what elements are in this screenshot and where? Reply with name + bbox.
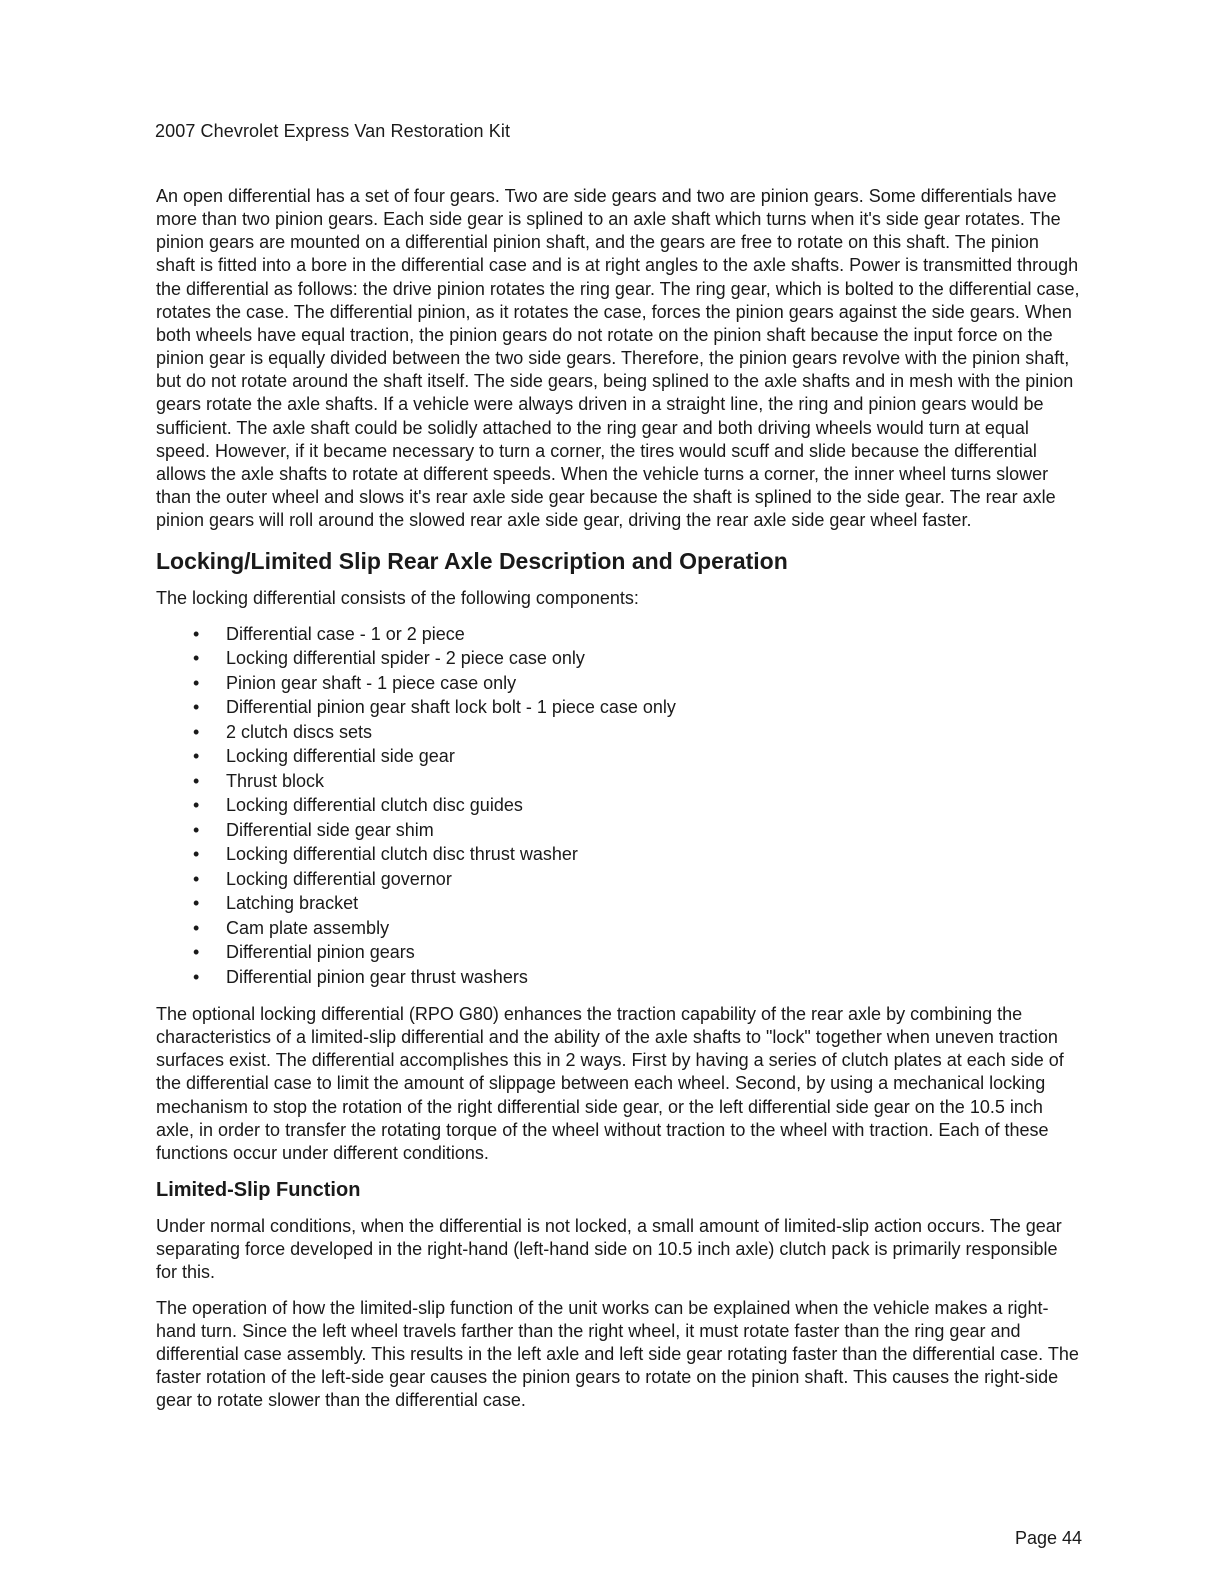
bullet-icon: • [193,697,200,717]
list-item [156,916,1082,941]
bullet-icon: • [193,942,200,962]
list-item-text: Locking differential clutch disc guides [226,795,523,815]
list-item-text: Locking differential side gear [226,746,455,766]
list-item [156,793,1082,818]
list-item [156,769,1082,794]
list-item-text: Latching bracket [226,893,359,913]
bullet-icon: • [193,844,200,864]
page-header: 2007 Chevrolet Express Van Restoration Kit [155,121,511,141]
list-item-text: Cam plate assembly [226,917,390,938]
list-item [156,867,1082,892]
bullet-icon: • [193,819,200,840]
bullet-icon: • [193,893,200,913]
list-item [156,965,1082,990]
components-list [156,622,1082,990]
list-item-text: Differential pinion gears [226,942,415,962]
list-item-text: Locking differential spider - 2 piece case only [226,648,585,668]
list-item-text: Locking differential clutch disc thrust washer [226,844,578,864]
list-item [156,646,1082,671]
section-heading-locking-limited-slip: Locking/Limited Slip Rear Axle Description and Operation [156,548,788,575]
bullet-icon: • [193,966,200,987]
section-heading-limited-slip-function: Limited-Slip Function [156,1179,361,1202]
list-item [156,940,1082,965]
bullet-icon: • [193,795,200,815]
paragraph-normal-conditions: Under normal conditions, when the differential is not locked, a small amount of limited-slip action occurs. The gear separating force developed in the right-hand (left-hand side on 10.5 inch axle) clutch pack is primarily responsible for this. [156,1216,1062,1283]
list-item [156,720,1082,745]
bullet-icon: • [193,917,200,938]
list-item [156,842,1082,867]
list-item-text: Differential side gear shim [226,819,434,840]
list-item [156,695,1082,720]
list-item [156,744,1082,769]
bullet-icon: • [193,648,200,668]
list-item [156,891,1082,916]
list-item [156,622,1082,647]
list-item-text: Pinion gear shaft - 1 piece case only [226,672,517,693]
list-item [156,671,1082,696]
bullet-icon: • [193,746,200,766]
paragraph-optional-locking: The optional locking differential (RPO G80) enhances the traction capability of the rear axle by combining the characteristics of a limited-slip differential and the ability of the axle shafts to "lock" together when uneven traction surfaces exist. The differential accomplishes this in 2 ways. First by having a series of clutch plates at each side of the differential case to limit the amount of slippage between each wheel. Second, by using a mechanical locking mechanism to stop the rotation of the right differential side gear, or the left differential side gear on the 10.5 inch axle, in order to transfer the rotating torque of the wheel without traction to the wheel with traction. Each of these functions occur under different conditions. [156,1004,1064,1163]
bullet-icon: • [193,721,200,742]
page-number: Page 44 [1014,1528,1082,1548]
list-item [156,818,1082,843]
list-item-text: 2 clutch discs sets [226,721,373,742]
list-item-text: Thrust block [226,770,325,791]
list-item-text: Differential case - 1 or 2 piece [226,623,465,644]
components-intro: The locking differential consists of the following components: [156,588,639,609]
list-item-text: Differential pinion gear shaft lock bolt - 1 piece case only [226,697,676,717]
bullet-icon: • [193,868,200,889]
paragraph-right-hand-turn: The operation of how the limited-slip function of the unit works can be explained when the vehicle makes a right-hand turn. Since the left wheel travels farther than the right wheel, it must rotate faster than the ring gear and differential case assembly. This results in the left axle and left side gear rotating faster than the differential case. The faster rotation of the left-side gear causes the pinion gears to rotate on the pinion shaft. This causes the right-side gear to rotate slower than the differential case. [156,1297,1079,1411]
list-item-text: Differential pinion gear thrust washers [226,966,528,987]
bullet-icon: • [193,672,200,693]
paragraph-open-differential: An open differential has a set of four gears. Two are side gears and two are pinion gears. Some differentials have more than two pinion gears. Each side gear is splined to an axle shaft which turns when it's side gear rotates. The pinion gears are mounted on a differential pinion shaft, and the gears are free to rotate on this shaft. The pinion shaft is fitted into a bore in the differential case and is at right angles to the axle shafts. Power is transmitted through the differential as follows: the drive pinion rotates the ring gear. The ring gear, which is bolted to the differential case, rotates the case. The differential pinion, as it rotates the case, forces the pinion gears against the side gears. When both wheels have equal traction, the pinion gears do not rotate on the pinion shaft because the input force on the pinion gear is equally divided between the two side gears. Therefore, the pinion gears revolve with the pinion shaft, but do not rotate around the shaft itself. The side gears, being splined to the axle shafts and in mesh with the pinion gears rotate the axle shafts. If a vehicle were always driven in a straight line, the ring and pinion gears would be sufficient. The axle shaft could be solidly attached to the ring gear and both driving wheels would turn at equal speed. However, if it became necessary to turn a corner, the tires would scuff and slide because the differential allows the axle shafts to rotate at different speeds. When the vehicle turns a corner, the inner wheel turns slower than the outer wheel and slows it's rear axle side gear because the shaft is splined to the side gear. The rear axle pinion gears will roll around the slowed rear axle side gear, driving the rear axle side gear wheel faster. [156,186,1080,531]
bullet-icon: • [193,623,200,644]
list-item-text: Locking differential governor [226,868,452,889]
document-body [156,185,1082,1412]
bullet-icon: • [193,770,200,791]
